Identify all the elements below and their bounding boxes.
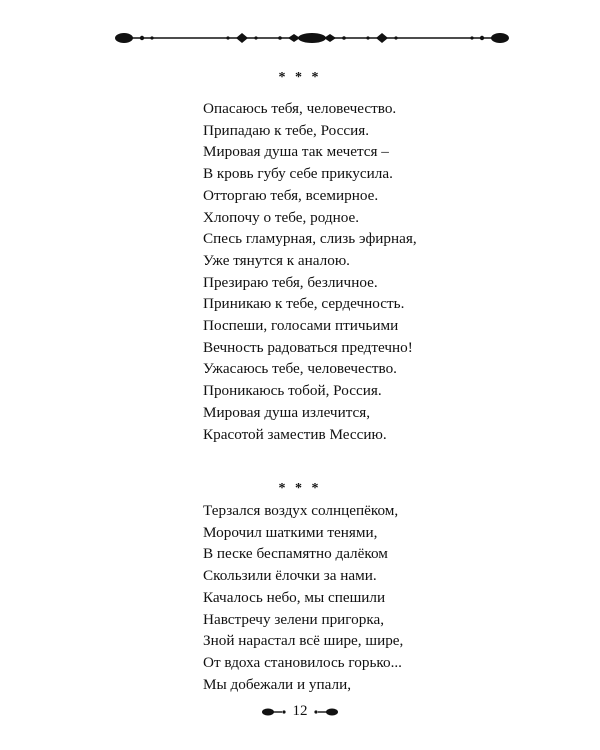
top-ornament-divider (112, 24, 512, 52)
poem-line: Припадаю к тебе, Россия. (203, 121, 370, 139)
poem-line: Ужасаюсь тебе, человечество. (203, 360, 397, 378)
poem-line: Уже тянутся к аналою. (203, 251, 350, 269)
poem-line: В кровь губу себе прикусила. (203, 165, 393, 183)
poem-line: От вдоха становилось горько... (203, 653, 402, 671)
poem-line: Морочил шаткими тенями, (203, 523, 378, 541)
poem1-separator: * * * (278, 70, 322, 85)
poem-line: Поспеши, голосами птичьими (203, 317, 399, 335)
poem-line: Зной нарастал всё шире, шире, (203, 632, 404, 650)
poem-line: В песке беспамятно далёком (203, 545, 388, 563)
poem-line: Скользили ёлочки за нами. (203, 567, 377, 585)
poem-line: Приникаю к тебе, сердечность. (203, 295, 405, 313)
poem-line: Мировая душа излечится, (203, 403, 371, 421)
page-footer (0, 700, 600, 724)
poem-line: Спесь гламурная, слизь эфирная, (203, 230, 417, 248)
page-number: 12 (292, 703, 308, 719)
poem-line: Опасаюсь тебя, человечество. (203, 100, 397, 117)
poem2-separator: * * * (278, 481, 322, 496)
poem-line: Отторгаю тебя, всемирное. (203, 186, 379, 204)
poem-line: Качалось небо, мы спешили (203, 588, 386, 606)
poem-line: Вечность радоваться предтечно! (203, 338, 413, 356)
poem-line: Мировая душа так мечется – (203, 143, 389, 161)
poem-line: Хлопочу о тебе, родное. (203, 208, 360, 226)
poem-line: Красотой заместив Мессию. (203, 425, 387, 443)
poem-line: Презираю тебя, безличное. (203, 273, 378, 291)
poem2 (203, 500, 403, 695)
poem1 (203, 98, 417, 445)
poem-line: Терзался воздух солнцепёком, (203, 502, 399, 519)
poem-line: Проникаюсь тобой, Россия. (203, 382, 382, 400)
poem-line: Навстречу зелени пригорка, (203, 610, 385, 628)
poem-line: Мы добежали и упали, (203, 675, 351, 693)
